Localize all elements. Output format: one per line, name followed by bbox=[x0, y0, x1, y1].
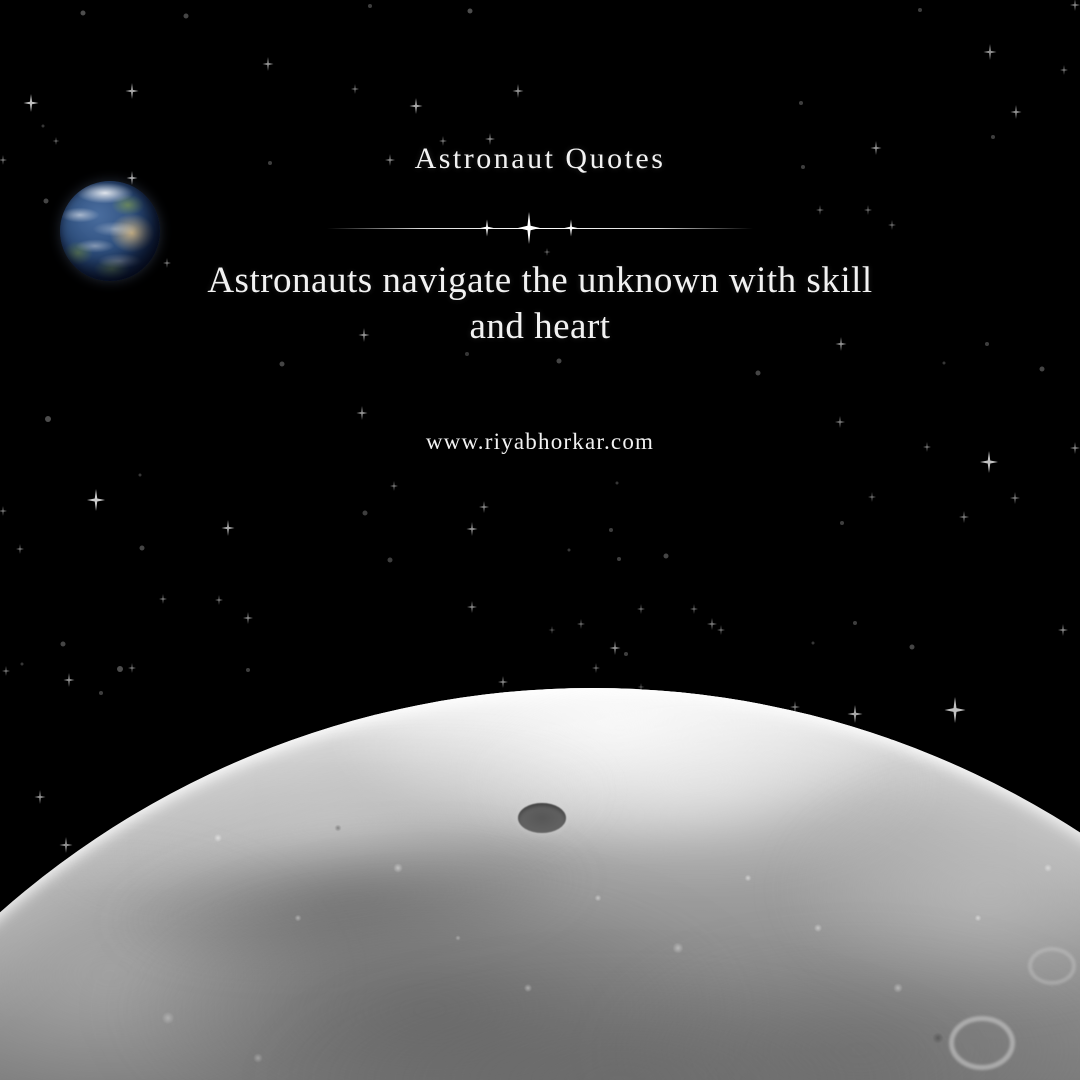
dot-star bbox=[388, 558, 393, 563]
sparkle-star-icon bbox=[159, 594, 167, 604]
sparkle-star-icon bbox=[549, 626, 556, 634]
sparkle-star-icon bbox=[351, 84, 359, 94]
sparkle-star-icon bbox=[1060, 65, 1068, 75]
sparkle-star-icon bbox=[410, 98, 423, 114]
dot-star bbox=[268, 161, 272, 165]
sparkle-star-icon bbox=[2, 666, 10, 676]
dot-star bbox=[363, 511, 368, 516]
dot-star bbox=[853, 621, 857, 625]
earth-image bbox=[60, 181, 160, 281]
title-divider bbox=[327, 214, 753, 244]
sparkle-star-icon bbox=[513, 84, 524, 98]
sparkle-star-icon bbox=[690, 604, 698, 614]
sparkle-star-icon bbox=[835, 416, 845, 428]
sparkle-star-icon bbox=[871, 141, 882, 155]
dot-star bbox=[943, 362, 946, 365]
sparkle-star-icon bbox=[959, 511, 969, 523]
dot-star bbox=[664, 554, 669, 559]
dot-star bbox=[280, 362, 285, 367]
quote-line-2: and heart bbox=[469, 306, 611, 347]
dot-star bbox=[1040, 367, 1045, 372]
sparkle-star-icon bbox=[263, 57, 274, 71]
sparkle-star-icon bbox=[544, 248, 551, 256]
moon-image bbox=[0, 688, 1080, 1080]
dot-star bbox=[568, 549, 571, 552]
dot-star bbox=[910, 645, 915, 650]
sparkle-star-icon bbox=[467, 601, 477, 613]
quote-line-1: Astronauts navigate the unknown with skill bbox=[207, 260, 873, 301]
dot-star bbox=[42, 125, 45, 128]
dot-star bbox=[557, 359, 562, 364]
dot-star bbox=[44, 199, 49, 204]
dot-star bbox=[61, 642, 66, 647]
poster-title: Astronaut Quotes bbox=[414, 142, 666, 175]
dot-star bbox=[81, 11, 86, 16]
sparkle-star-icon bbox=[357, 406, 368, 420]
sparkle-star-icon bbox=[128, 663, 136, 673]
dot-star bbox=[21, 663, 24, 666]
dot-star bbox=[812, 642, 815, 645]
dot-star bbox=[991, 135, 995, 139]
sparkle-star-icon bbox=[243, 612, 253, 624]
sparkle-star-icon bbox=[1010, 492, 1020, 504]
divider-sparkle-right-icon bbox=[565, 220, 578, 237]
sparkle-star-icon bbox=[1070, 0, 1080, 11]
dot-star bbox=[246, 668, 250, 672]
dot-star bbox=[918, 8, 922, 12]
sparkle-star-icon bbox=[498, 676, 508, 688]
sparkle-star-icon bbox=[24, 94, 39, 112]
sparkle-star-icon bbox=[1058, 624, 1068, 636]
sparkle-star-icon bbox=[577, 619, 585, 629]
sparkle-star-icon bbox=[1070, 442, 1080, 454]
dot-star bbox=[985, 342, 989, 346]
divider-sparkle-left-icon bbox=[481, 220, 494, 237]
dot-star bbox=[468, 9, 473, 14]
sparkle-star-icon bbox=[816, 205, 824, 215]
dot-star bbox=[368, 4, 372, 8]
sparkle-star-icon bbox=[637, 604, 645, 614]
sparkle-star-icon bbox=[888, 220, 896, 230]
sparkle-star-icon bbox=[864, 205, 872, 215]
dot-star bbox=[117, 666, 123, 672]
sparkle-star-icon bbox=[126, 83, 139, 99]
dot-star bbox=[45, 416, 51, 422]
dot-star bbox=[624, 652, 628, 656]
sparkle-star-icon bbox=[127, 171, 138, 185]
sparkle-star-icon bbox=[707, 618, 717, 630]
dot-star bbox=[140, 546, 145, 551]
sparkle-star-icon bbox=[390, 481, 398, 491]
sparkle-star-icon bbox=[87, 489, 105, 511]
sparkle-star-icon bbox=[64, 673, 75, 687]
dot-star bbox=[99, 691, 103, 695]
sparkle-star-icon bbox=[610, 641, 621, 655]
moon-speckle-texture bbox=[0, 688, 1080, 1080]
dot-star bbox=[465, 352, 469, 356]
sparkle-star-icon bbox=[0, 155, 7, 165]
sparkle-star-icon bbox=[592, 663, 600, 673]
sparkle-star-icon bbox=[717, 625, 725, 635]
sparkle-star-icon bbox=[385, 154, 395, 166]
dot-star bbox=[609, 528, 613, 532]
sparkle-star-icon bbox=[984, 44, 997, 60]
sparkle-star-icon bbox=[479, 501, 489, 513]
sparkle-star-icon bbox=[467, 522, 478, 536]
sparkle-star-icon bbox=[868, 492, 876, 502]
dot-star bbox=[184, 14, 189, 19]
sparkle-star-icon bbox=[222, 520, 235, 536]
website-url: www.riyabhorkar.com bbox=[425, 429, 655, 454]
sparkle-star-icon bbox=[1011, 105, 1022, 119]
sparkle-star-icon bbox=[980, 451, 998, 473]
dot-star bbox=[616, 482, 619, 485]
earth-shading bbox=[60, 181, 160, 281]
dot-star bbox=[617, 557, 621, 561]
dot-star bbox=[756, 371, 761, 376]
sparkle-star-icon bbox=[215, 595, 223, 605]
dot-star bbox=[799, 101, 803, 105]
divider-line bbox=[327, 228, 753, 230]
dot-star bbox=[840, 521, 844, 525]
sparkle-star-icon bbox=[0, 506, 7, 516]
sparkle-star-icon bbox=[53, 137, 60, 145]
sparkle-star-icon bbox=[16, 544, 24, 554]
quote-text bbox=[160, 258, 920, 350]
divider-sparkle-center-icon bbox=[518, 212, 540, 244]
sparkle-star-icon bbox=[923, 442, 931, 452]
dot-star bbox=[139, 474, 142, 477]
dot-star bbox=[801, 165, 805, 169]
